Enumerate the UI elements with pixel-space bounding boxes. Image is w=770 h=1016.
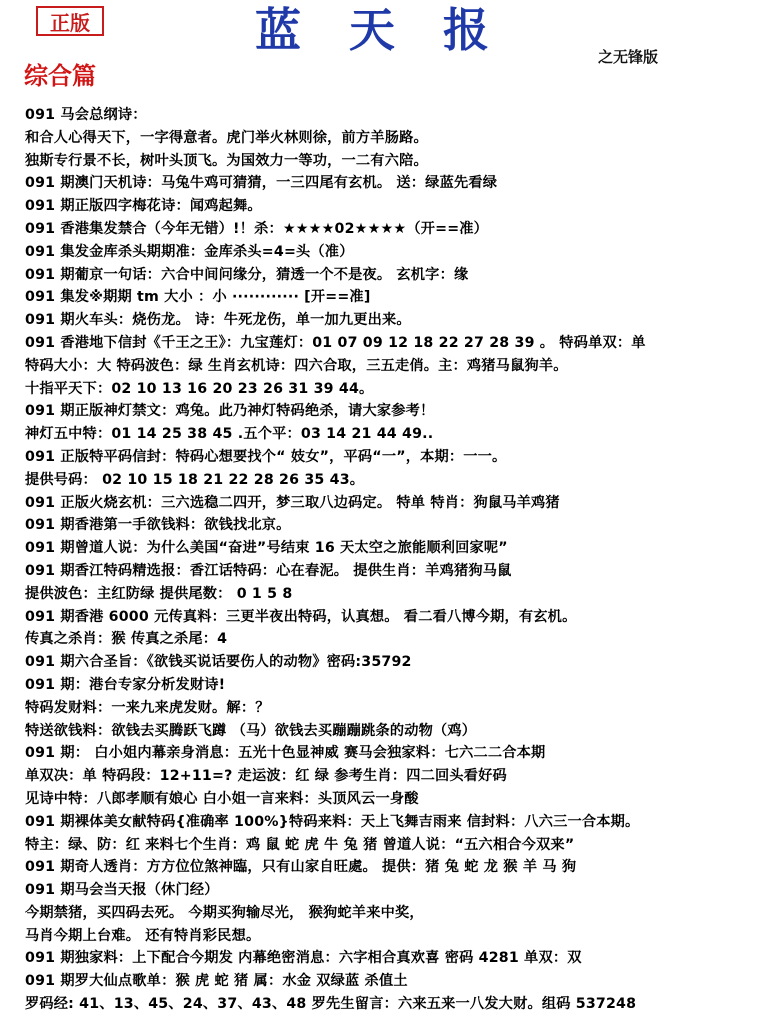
text-line: 十指平天下：02 10 13 16 20 23 26 31 39 44。 <box>25 380 374 397</box>
text-line: 091 期独家料：上下配合今期发 内幕绝密消息：六字相合真欢喜 密码 4281 单双：双 <box>25 950 582 967</box>
header <box>0 0 770 112</box>
text-line: 提供波色：主红防绿 提供尾数： 0 1 5 8 <box>25 585 293 602</box>
text-line: 今期禁猪，买四码去死。 今期买狗输尽光， 猴狗蛇羊来中奖， <box>25 904 424 921</box>
edition-label: 之无锋版 <box>598 48 659 66</box>
text-line: 091 期马会当天报（休门经） <box>25 882 219 899</box>
text-line: 特主：绿、防：红 来料七个生肖：鸡 鼠 蛇 虎 牛 兔 猪 曾道人说：“五六相合今双来” <box>25 836 575 853</box>
text-line: 特送欲钱料：欲钱去买腾跃飞蹲 （马）欲钱去买蹦蹦跳条的动物（鸡） <box>25 722 477 739</box>
text-line: 091 期正版四字梅花诗：闻鸡起舞。 <box>25 198 262 215</box>
text-line: 091 期澳门天机诗：马兔牛鸡可猜猜，一三四尾有玄机。 送：绿蓝先看绿 <box>25 175 498 192</box>
section-heading: 综合篇 <box>24 61 96 90</box>
content-body <box>25 104 765 1016</box>
text-line: 091 期奇人透肖：方方位位煞神臨，只有山家自旺處。 提供：猪 兔 蛇 龙 猴 羊 马 狗 <box>25 859 577 876</box>
text-line: 罗码经: 41、13、45、24、37、43、48 罗先生留言：六来五来一八发大财。组码 537248 <box>25 996 637 1013</box>
text-line: 091 期香江特码精选报：香江话特码：心在春泥。 提供生肖：羊鸡猪狗马鼠 <box>25 562 512 579</box>
text-line: 特码大小：大 特码波色：绿 生肖玄机诗：四六合取，三五走俏。主：鸡猪马鼠狗羊。 <box>25 357 568 374</box>
text-line: 091 马会总纲诗： <box>25 107 147 123</box>
text-line: 091 期火车头：烧伤龙。 诗：牛死龙伤，单一加九更出来。 <box>25 312 411 329</box>
text-line: 神灯五中特：01 14 25 38 45 .五个平：03 14 21 44 49.. <box>25 426 434 443</box>
text-line: 091 期：港台专家分析发财诗! <box>25 676 226 693</box>
text-line: 091 期香港 6000 元传真料：三更半夜出特码，认真想。 看二看八博今期，有玄机。 <box>25 608 577 625</box>
text-line: 091 期曾道人说：为什么美国“奋进”号结束 16 天太空之旅能顺利回家呢” <box>25 540 508 557</box>
text-line: 091 正版火烧玄机：三六选稳二四开，梦三取八边码定。 特单 特肖：狗鼠马羊鸡猪 <box>25 494 560 511</box>
text-line: 见诗中特：八郎孝顺有娘心 白小姐一言来料：头顶风云一身酸 <box>25 790 419 807</box>
text-line: 091 期葡京一句话：六合中间问缘分，猜透一个不是夜。 玄机字：缘 <box>25 266 469 283</box>
text-line: 091 香港集发禁合（今年无错）!！杀：★★★★02★★★★（开==准） <box>25 220 489 237</box>
text-line: 独斯专行景不长，树叶头顶飞。为国效力一等功，一二有六陪。 <box>25 152 428 169</box>
text-line: 091 集发金库杀头期期准：金库杀头=4=头（准） <box>25 243 354 260</box>
text-line: 091 正版特平码信封：特码心想要找个“ 妓女”，平码“一”，本期：一一。 <box>25 448 507 465</box>
text-line: 提供号码： 02 10 15 18 21 22 28 26 35 43。 <box>25 471 365 488</box>
text-line: 传真之杀肖：猴 传真之杀尾：4 <box>25 631 228 648</box>
text-line: 091 期正版神灯禁文：鸡兔。此乃神灯特码绝杀，请大家参考！ <box>25 403 435 420</box>
text-line: 091 期裸体美女献特码{准确率 100%}特码来料：天上飞舞吉雨来 信封料：八六三一合本期。 <box>25 813 640 830</box>
text-line: 单双决：单 特码段：12+11=? 走运波：红 绿 参考生肖：四二回头看好码 <box>25 768 507 785</box>
text-line: 091 期香港第一手欲钱料：欲钱找北京。 <box>25 517 291 534</box>
text-line: 091 期： 白小姐内幕亲身消息：五光十色显神威 赛马会独家料：七六二二合本期 <box>25 745 546 762</box>
text-line: 091 香港地下信封《千王之王》：九宝莲灯：01 07 09 12 18 22 27 28 39 。 特码单双：单 <box>25 334 646 351</box>
page-title: 蓝 天 报 <box>254 3 506 57</box>
text-line: 特码发财料：一来九来虎发财。解：？ <box>25 699 270 716</box>
text-line: 091 期六合圣旨：《欲钱买说话要伤人的动物》密码:35792 <box>25 654 412 671</box>
text-line: 马肖今期上台难。 还有特肖彩民想。 <box>25 927 261 944</box>
text-line: 和合人心得天下，一字得意者。虎门举火林则徐，前方羊肠路。 <box>25 129 428 146</box>
authentic-badge: 正版 <box>36 6 104 36</box>
text-line: 091 期罗大仙点歌单：猴 虎 蛇 猪 属：水金 双绿蓝 杀值土 <box>25 973 408 990</box>
text-line: 091 集发※期期 tm 大小 ：小 ············ [开==准] <box>25 289 371 306</box>
